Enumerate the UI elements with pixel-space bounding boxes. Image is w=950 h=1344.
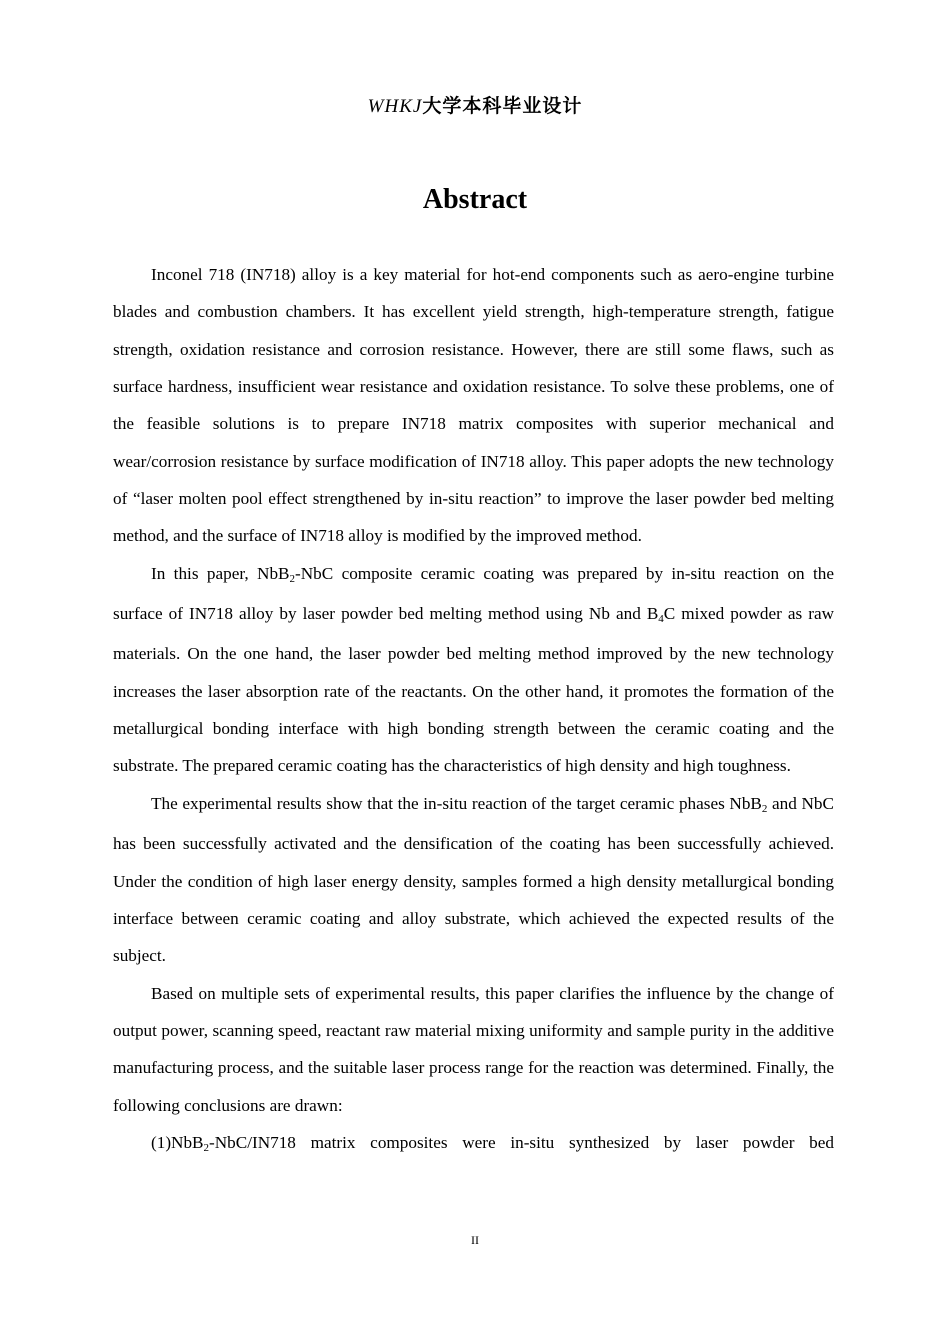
paragraph-5-text-b: -NbC/IN718 matrix composites were in-situ synthesized by laser powder bed <box>209 1132 834 1152</box>
page-number: II <box>471 1233 479 1247</box>
abstract-paragraph-4: Based on multiple sets of experimental results, this paper clarifies the influence by the change of output power, scanning speed, reactant raw material mixing uniformity and sample purity in the additive manufacturing process, and the suitable laser process range for the reaction was determined. Finally, the following conclusions are drawn: <box>113 983 834 1115</box>
subscript: 2 <box>289 572 296 585</box>
paragraph-3-text-a: The experimental results show that the in-situ reaction of the target ceramic phases NbB <box>151 793 762 813</box>
page-header <box>0 93 950 120</box>
subscript: 4 <box>658 613 664 626</box>
abstract-paragraph-5 <box>113 1124 834 1164</box>
abstract-paragraph-1: Inconel 718 (IN718) alloy is a key material for hot-end components such as aero-engine turbine blades and combustion chambers. It has excellent yield strength, high-temperature strength, fatigue strength, oxidation resistance and corrosion resistance. However, there are still some flaws, such as surface hardness, insufficient wear resistance and oxidation resistance. To solve these problems, one of the feasible solutions is to prepare IN718 matrix composites with superior mechanical and wear/corrosion resistance by surface modification of IN718 alloy. This paper adopts the new technology of “laser molten pool effect strengthened by in-situ reaction” to improve the laser powder bed melting method, and the surface of IN718 alloy is modified by the improved method. <box>113 265 834 546</box>
abstract-paragraph-2 <box>113 555 834 785</box>
header-university-code: WHKJ <box>367 96 423 117</box>
abstract-paragraph-3 <box>113 785 834 975</box>
paragraph-3-text-b: and NbC has been successfully activated and the densification of the coating has been successfully achieved. Under the condition of high laser energy density, samples formed a high density metallurgical bonding interface between ceramic coating and alloy substrate, which achieved the expected results of the subject. <box>113 793 834 966</box>
paragraph-2-text-a: In this paper, NbB <box>151 563 290 583</box>
abstract-body <box>113 256 834 1164</box>
subscript: 2 <box>203 1141 210 1154</box>
paragraph-5-text-a: (1)NbB <box>151 1132 204 1152</box>
paragraph-2-text-b: -NbC composite ceramic coating was prepared by in-situ reaction on the surface of IN718 alloy by laser powder bed melting method using Nb and B <box>113 563 834 624</box>
paragraph-2-text-c: C mixed powder as raw materials. On the one hand, the laser powder bed melting method improved by the new technology increases the laser absorption rate of the reactants. On the other hand, it promotes the formation of the metallurgical bonding interface with high bonding strength between the ceramic coating and the substrate. The prepared ceramic coating has the characteristics of high density and high toughness. <box>113 604 834 776</box>
header-document-type: 大学本科毕业设计 <box>422 95 583 117</box>
page-title: Abstract <box>422 184 528 215</box>
subscript: 2 <box>761 802 768 815</box>
